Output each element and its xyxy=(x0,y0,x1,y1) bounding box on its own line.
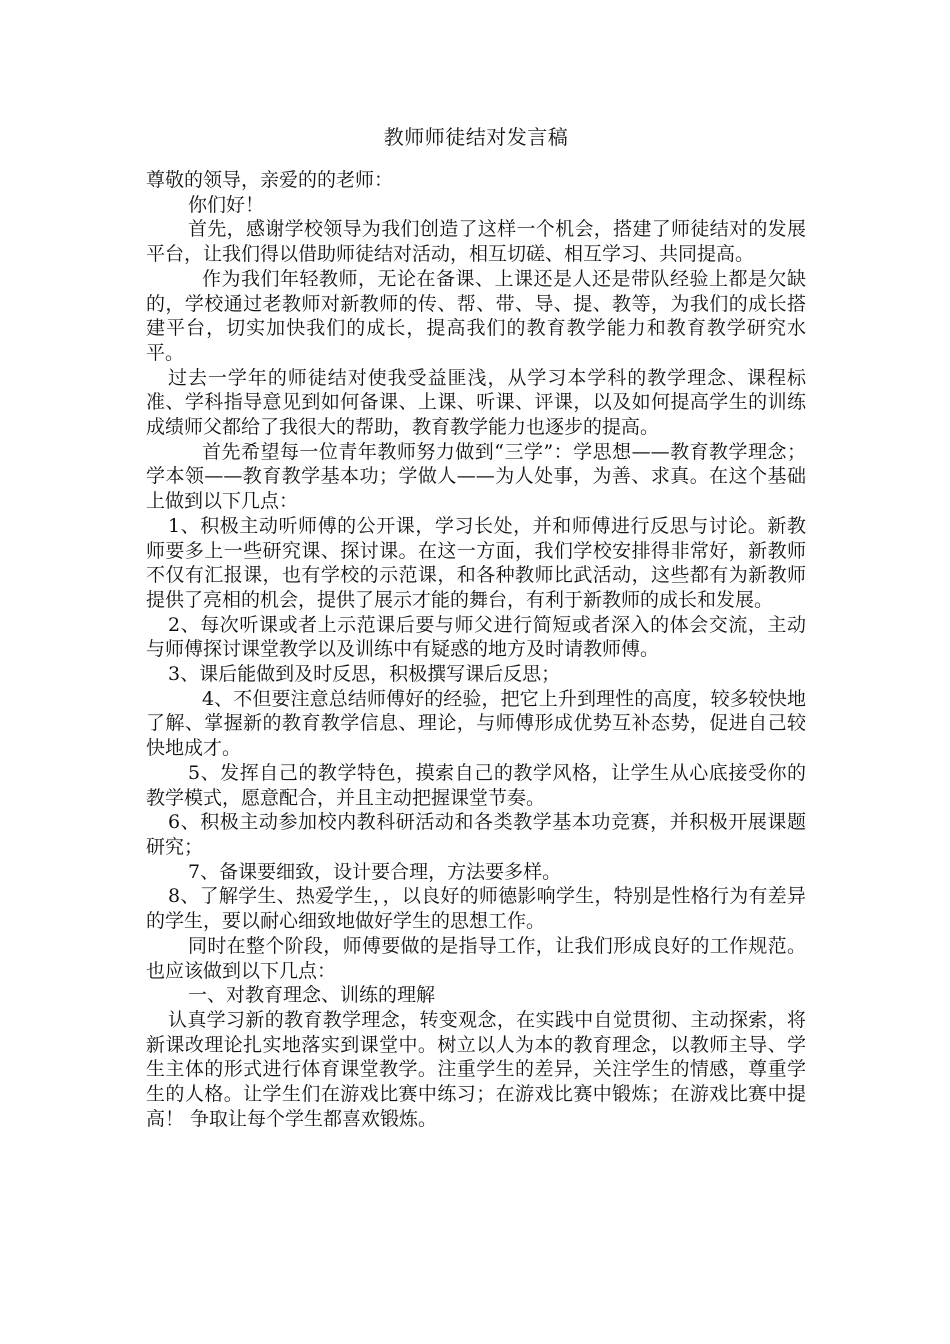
paragraph: 7、备课要细致，设计要合理，方法要多样。 xyxy=(188,860,562,883)
paragraph: 同时在整个阶段，师傅要做的是指导工作，让我们形成良好的工作规范。也应该做到以下几点： xyxy=(146,934,806,982)
paragraph: 8、了解学生、热爱学生，，以良好的师德影响学生，特别是性格行为有差异的学生，要以耐心细致地做好学生的思想工作。 xyxy=(146,885,806,933)
paragraph: 一、对教育理念、训练的理解 xyxy=(188,984,436,1007)
paragraph: 6、积极主动参加校内教科研活动和各类教学基本功竞赛，并积极开展课题研究； xyxy=(146,811,806,858)
paragraph: 5、发挥自己的教学特色，摸索自己的教学风格，让学生从心底接受你的教学模式，愿意配合，并且主动把握课堂节奏。 xyxy=(146,761,806,809)
paragraph: 首先，感谢学校领导为我们创造了这样一个机会，搭建了师徒结对的发展平台，让我们得以借助师徒结对活动，相互切磋、相互学习、共同提高。 xyxy=(146,218,806,266)
paragraph: 1、积极主动听师傅的公开课，学习长处，并和师傅进行反思与讨论。新教师要多上一些研究课、探讨课。在这一方面，我们学校安排得非常好，新教师不仅有汇报课，也有学校的示范课，和各种教师比武活动，这些都有为新教师提供了亮相的机会，提供了展示才能的舞台，有利于新教师的成长和发展。 xyxy=(146,514,806,611)
paragraph: 3、课后能做到及时反思，积极撰写课后反思； xyxy=(168,663,561,686)
paragraph: 4、不但要注意总结师傅好的经验，把它上升到理性的高度，较多较快地了解、掌握新的教育教学信息、理论，与师傅形成优势互补态势，促进自己较快地成才。 xyxy=(146,687,806,760)
document-title: 教师师徒结对发言稿 xyxy=(383,125,569,149)
paragraph: 你们好！ xyxy=(188,193,265,216)
paragraph: 认真学习新的教育教学理念，转变观念，在实践中自觉贯彻、主动探索，将新课改理论扎实地落实到课堂中。树立以人为本的教育理念，以教师主导、学生主体的形式进行体育课堂教学。注重学生的差异，关注学生的情感，尊重学生的人格。让学生们在游戏比赛中练习；在游戏比赛中锻炼；在游戏比赛中提高！ 争取让每个学生都喜欢锻炼。 xyxy=(146,1008,806,1130)
document-page xyxy=(146,118,806,1131)
paragraph: 尊敬的领导，亲爱的的老师： xyxy=(146,169,394,191)
paragraph: 作为我们年轻教师，无论在备课、上课还是人还是带队经验上都是欠缺的，学校通过老教师对新教师的传、帮、带、导、提、教等，为我们的成长搭建平台，切实加快我们的成长，提高我们的教育教学能力和教育教学研究水平。 xyxy=(146,267,806,364)
paragraph: 过去一学年的师徒结对使我受益匪浅，从学习本学科的教学理念、课程标准、学科指导意见到如何备课、上课、听课、评课，以及如何提高学生的训练成绩师父都给了我很大的帮助，教育教学能力也逐步的提高。 xyxy=(146,366,806,439)
document-body xyxy=(146,168,806,1131)
paragraph: 2、每次听课或者上示范课后要与师父进行简短或者深入的体会交流，主动与师傅探讨课堂教学以及训练中有疑惑的地方及时请教师傅。 xyxy=(146,613,806,661)
paragraph: 首先希望每一位青年教师努力做到“三学”：学思想——教育教学理念；学本领——教育教学基本功；学做人——为人处事，为善、求真。在这个基础上做到以下几点： xyxy=(146,440,806,513)
